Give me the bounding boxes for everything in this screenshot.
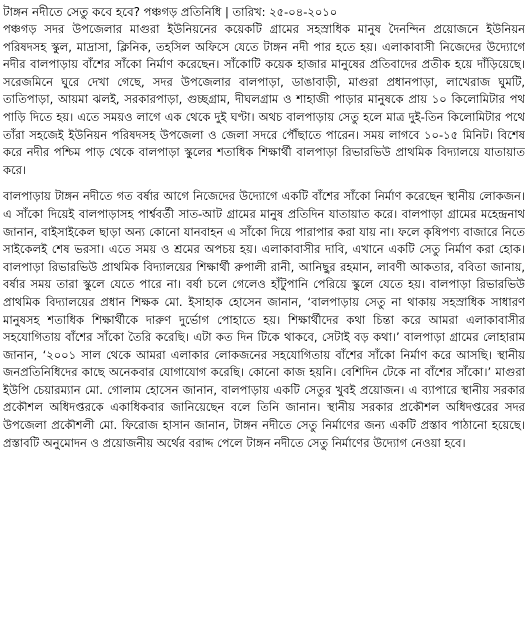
byline: পঞ্চগড় প্রতিনিধি | তারিখ: ২৫-০৪-২০১০ [143,5,338,19]
article-paragraph-1: পঞ্চগড় সদর উপজেলার মাগুরা ইউনিয়নের কয়েকটি গ্রামের সহস্রাধিক মানুষ দৈনন্দিন প্রয়োজনে ইউনিয়ন পরিষদসহ স্কুল, মাদ্রাসা, ক্লিনিক, তহসিল অফিসে যেতে টাঙ্গন নদী পার হতে হয়। এলাকাবাসী নিজেদের উদ্যোগে নদীর বালপাড়ায় বাঁশের সাঁকো নির্মাণ করেছেন। সাঁকোটি কয়েক হাজার মানুষের প্রতিবাদের প্রতীক হয়ে দাঁড়িয়েছে। সরেজমিনে ঘুরে দেখা গেছে, সদর উপজেলার বালপাড়া, ডাঙাবাড়ী, মাগুরা প্রধানপাড়া, লাখেরাজ ঘুমটি, তাতিপাড়া, আয়মা ঝলই, সরকারপাড়া, গুচ্ছগ্রাম, দীঘলগ্রাম ও শাহাজী পাড়ার মানুষকে প্রায় ১০ কিলোমিটার পথ পাড়ি দিতে হয়। এতে সময়ও লাগে এক থেকে দুই ঘণ্টা। অথচ বালপাড়ায় সেতু হলে মাত্র দুই-তিন কিলোমিটার পথে তাঁরা সহজেই ইউনিয়ন পরিষদসহ উপজেলা ও জেলা সদরে পৌঁছাতে পারেন। সময় লাগবে ১০-১৫ মিনিট। বিশেষ করে নদীর পশ্চিম পাড় থেকে বালপাড়া স্কুলের শতাধিক শিক্ষার্থী বালপাড়া রিভারভিউ প্রাথমিক বিদ্যালয়ে যাতায়াত করে। [3,22,525,177]
news-article [3,3,525,615]
article-paragraph-2: বালপাড়ায় টাঙ্গন নদীতে গত বর্ষার আগে নিজেদের উদ্যোগে একটি বাঁশের সাঁকো নির্মাণ করেছেন স্থানীয় লোকজন। এ সাঁকো দিয়েই বালপাড়াসহ পার্শ্ববর্তী সাত-আট গ্রামের মানুষ প্রতিদিন যাতায়াত করে। বালপাড়া গ্রামের মহেন্দ্রনাথ জানান, বাইসাইকেল ছাড়া অন্য কোনো যানবাহন এ সাঁকো দিয়ে পারাপার করা যায় না। ফলে কৃষিপণ্য বাজারে নিতে সাইকেলই শেষ ভরসা। এতে সময় ও শ্রমের অপচয় হয়। এলাকাবাসীর দাবি, এখানে একটি সেতু নির্মাণ করা হোক। বালপাড়া রিভারভিউ প্রাথমিক বিদ্যালয়ের শিক্ষার্থী রুপালী রানী, আনিছুর রহমান, লাবণী আকতার, ববিতা জানায়, বর্ষার সময় তারা স্কুলে যেতে পারে না। বর্ষা চলে গেলেও হাঁটুপানি পেরিয়ে স্কুলে যেতে হয়। বালপাড়া রিভারভিউ প্রাথমিক বিদ্যালয়ের প্রধান শিক্ষক মো. ইসাহাক হোসেন জানান, ‘বালপাড়ায় সেতু না থাকায় সহস্রাধিক সাধারণ মানুষসহ শতাধিক শিক্ষার্থীকে দারুণ দুর্ভোগ পোহাতে হয়। শিক্ষার্থীদের কথা চিন্তা করে আমরা এলাকাবাসীর সহযোগিতায় বাঁশের সাঁকো তৈরি করেছি। এটা কত দিন টিকে থাকবে, সেটাই বড় কথা।’ বালপাড়া গ্রামের লোহারাম জানান, ‘২০০১ সাল থেকে আমরা এলাকার লোকজনের সহযোগিতায় বাঁশের সাঁকো নির্মাণ করে আসছি। স্থানীয় জনপ্রতিনিধিদের কাছে অনেকবার যোগাযোগ করেছি। কোনো কাজ হয়নি। বেশিদিন টেকে না বাঁশের সাঁকো।’ মাগুরা ইউপি চেয়ারম্যান মো. গোলাম হোসেন জানান, বালপাড়ায় একটি সেতুর খুবই প্রয়োজন। এ ব্যাপারে স্থানীয় সরকার প্রকৌশল অধিদপ্তরকে একাধিকবার জানিয়েছেন বলে তিনি জানান। স্থানীয় সরকার প্রকৌশল অধিদপ্তরের সদর উপজেলা প্রকৌশলী মো. ফিরোজ হাসান জানান, টাঙ্গন নদীতে সেতু নির্মাণের জন্য একটি প্রস্তাব পাঠানো হয়েছে। প্রস্তাবটি অনুমোদন ও প্রয়োজনীয় অর্থের বরাদ্দ পেলে টাঙ্গন নদীতে সেতু নির্মাণের উদ্যোগ নেওয়া হবে। [3,189,525,450]
article-headline: টাঙ্গন নদীতে সেতু কবে হবে? [3,5,140,19]
article-date: ২৫-০৪-২০১০ [269,5,338,19]
article-header [3,3,525,21]
date-label: তারিখ [232,5,262,19]
byline-text: পঞ্চগড় প্রতিনিধি [143,5,222,19]
